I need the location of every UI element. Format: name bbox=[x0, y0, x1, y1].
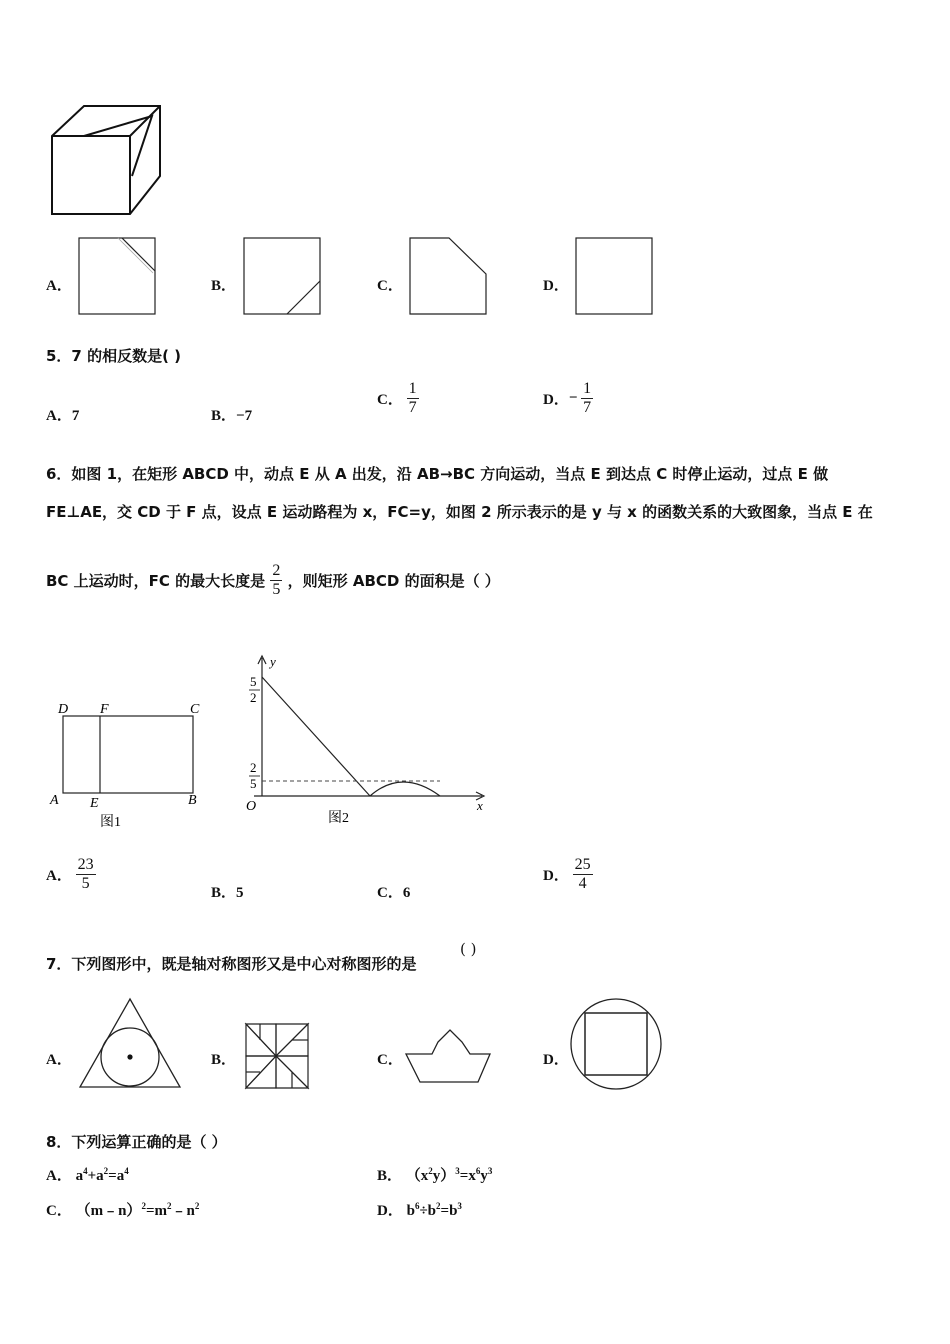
q6-option-a[interactable] bbox=[46, 856, 96, 893]
q7-stem: 7．下列图形中，既是轴对称图形又是中心对称图形的是 bbox=[46, 955, 417, 973]
fig2-tick-high-num: 5 bbox=[250, 674, 257, 689]
fig2-tick-low-num: 2 bbox=[250, 760, 257, 775]
q5-option-c-label: C． bbox=[377, 392, 403, 408]
q6-option-c-value: 6 bbox=[402, 885, 411, 901]
fig1-label-c: C bbox=[190, 702, 200, 717]
q4-option-c-view[interactable] bbox=[409, 236, 491, 316]
fig1-label-b: B bbox=[188, 793, 197, 808]
q6-option-a-label: A． bbox=[46, 868, 72, 884]
q5-option-c-fraction: $\frac{1}{7}$ bbox=[408, 380, 417, 416]
q4-option-c-label[interactable]: C． bbox=[377, 278, 403, 294]
fig1-caption: 图1 bbox=[100, 815, 121, 830]
q8-option-a-label: A． bbox=[46, 1168, 72, 1184]
q6-option-d-fraction: $\frac{25}{4}$ bbox=[574, 856, 591, 892]
q5-option-d-fraction: $\frac{1}{7}$ bbox=[583, 380, 592, 416]
fig1-label-a: A bbox=[50, 793, 59, 808]
q4-option-a-label[interactable]: A． bbox=[46, 278, 72, 294]
q4-option-d-label[interactable]: D． bbox=[543, 278, 569, 294]
q6-option-c-label: C． bbox=[377, 885, 403, 901]
q8-option-a[interactable] bbox=[46, 1164, 129, 1185]
q6-option-d-label: D． bbox=[543, 868, 569, 884]
q4-option-d-view[interactable] bbox=[575, 236, 655, 316]
q5-option-b[interactable] bbox=[211, 404, 252, 425]
q8-option-a-expression: $a^4+a^2=a^4$ bbox=[75, 1166, 129, 1184]
q7-option-b-pinwheel[interactable] bbox=[240, 1020, 314, 1094]
q8-option-c[interactable] bbox=[46, 1199, 199, 1220]
q5-option-d-sign: − bbox=[568, 390, 578, 406]
q8-option-d-expression: $b^6\div b^2=b^3$ bbox=[406, 1201, 462, 1219]
q6-line-2: FE⊥AE，交 CD 于 F 点，设点 E 运动路程为 x，FC=y，如图 2 所示表示的是 y 与 x 的函数关系的大致图象，当点 E 在 bbox=[46, 503, 873, 521]
fig2-tick-low-den: 5 bbox=[250, 776, 257, 791]
q8-option-d-label: D． bbox=[377, 1203, 403, 1219]
q5-option-b-label: B． bbox=[211, 408, 237, 424]
q6-option-a-fraction: $\frac{23}{5}$ bbox=[77, 856, 94, 892]
fig2-caption: 图2 bbox=[328, 811, 349, 826]
q6-option-d[interactable] bbox=[543, 856, 593, 893]
q6-option-b-label: B． bbox=[211, 885, 237, 901]
fig1-label-e: E bbox=[90, 796, 99, 811]
q7-option-c-label[interactable]: C． bbox=[377, 1052, 403, 1068]
q5-option-b-value: −7 bbox=[236, 408, 253, 424]
q4-option-a-view[interactable] bbox=[78, 236, 158, 316]
q8-option-d[interactable] bbox=[377, 1199, 462, 1220]
q5-stem: 5．7 的相反数是( ) bbox=[46, 347, 182, 365]
cube-solid-figure bbox=[44, 102, 168, 222]
q7-option-d-circle-square[interactable] bbox=[568, 996, 664, 1092]
q6-option-c[interactable] bbox=[377, 881, 410, 902]
q7-option-a-label[interactable]: A． bbox=[46, 1052, 72, 1068]
q8-option-b-label: B． bbox=[377, 1168, 403, 1184]
q6-line-3-post: ，则矩形 ABCD 的面积是（ ） bbox=[287, 572, 500, 590]
q5-option-a-value: 7 bbox=[71, 408, 80, 424]
q8-option-b-expression: $(x^2y)^3=x^6y^3$ bbox=[405, 1166, 493, 1184]
q6-figure-2-graph bbox=[240, 650, 490, 830]
q5-option-a[interactable] bbox=[46, 404, 79, 425]
q8-option-c-expression: $(m﹣n)^2=m^2﹣n^2$ bbox=[75, 1201, 200, 1219]
q5-option-c[interactable] bbox=[377, 380, 419, 417]
q7-option-d-label[interactable]: D． bbox=[543, 1052, 569, 1068]
q7-answer-paren: ( ) bbox=[460, 940, 477, 958]
q6-max-fraction: $\frac{2}{5}$ bbox=[272, 562, 281, 598]
q4-option-b-view[interactable] bbox=[243, 236, 323, 316]
q6-line-3-pre: BC 上运动时，FC 的最大长度是 bbox=[46, 572, 266, 590]
q4-option-b-label[interactable]: B． bbox=[211, 278, 237, 294]
q5-option-d-label: D． bbox=[543, 392, 569, 408]
q8-option-c-label: C． bbox=[46, 1203, 72, 1219]
fig1-label-f: F bbox=[100, 702, 109, 717]
q6-option-b-value: 5 bbox=[236, 885, 244, 901]
q7-option-a-triangle-circle[interactable] bbox=[76, 996, 184, 1092]
fig2-y-axis-label: y bbox=[270, 654, 276, 669]
fig2-origin-label: O bbox=[246, 799, 257, 814]
q7-option-c-boat[interactable] bbox=[402, 1024, 494, 1088]
fig2-x-axis-label: x bbox=[477, 798, 483, 813]
q6-line-3 bbox=[46, 562, 500, 599]
q7-option-b-label[interactable]: B． bbox=[211, 1052, 237, 1068]
fig2-tick-high-den: 2 bbox=[250, 690, 257, 705]
q6-line-1: 6．如图 1，在矩形 ABCD 中，动点 E 从 A 出发，沿 AB→BC 方向运动，当点 E 到达点 C 时停止运动，过点 E 做 bbox=[46, 465, 829, 483]
q6-figure-1-rectangle bbox=[44, 696, 214, 836]
fig1-label-d: D bbox=[58, 702, 69, 717]
q5-option-a-label: A． bbox=[46, 408, 72, 424]
q8-option-b[interactable] bbox=[377, 1164, 492, 1185]
q8-stem: 8．下列运算正确的是（ ） bbox=[46, 1133, 227, 1151]
q6-option-b[interactable] bbox=[211, 881, 244, 902]
q5-option-d[interactable] bbox=[543, 380, 593, 417]
